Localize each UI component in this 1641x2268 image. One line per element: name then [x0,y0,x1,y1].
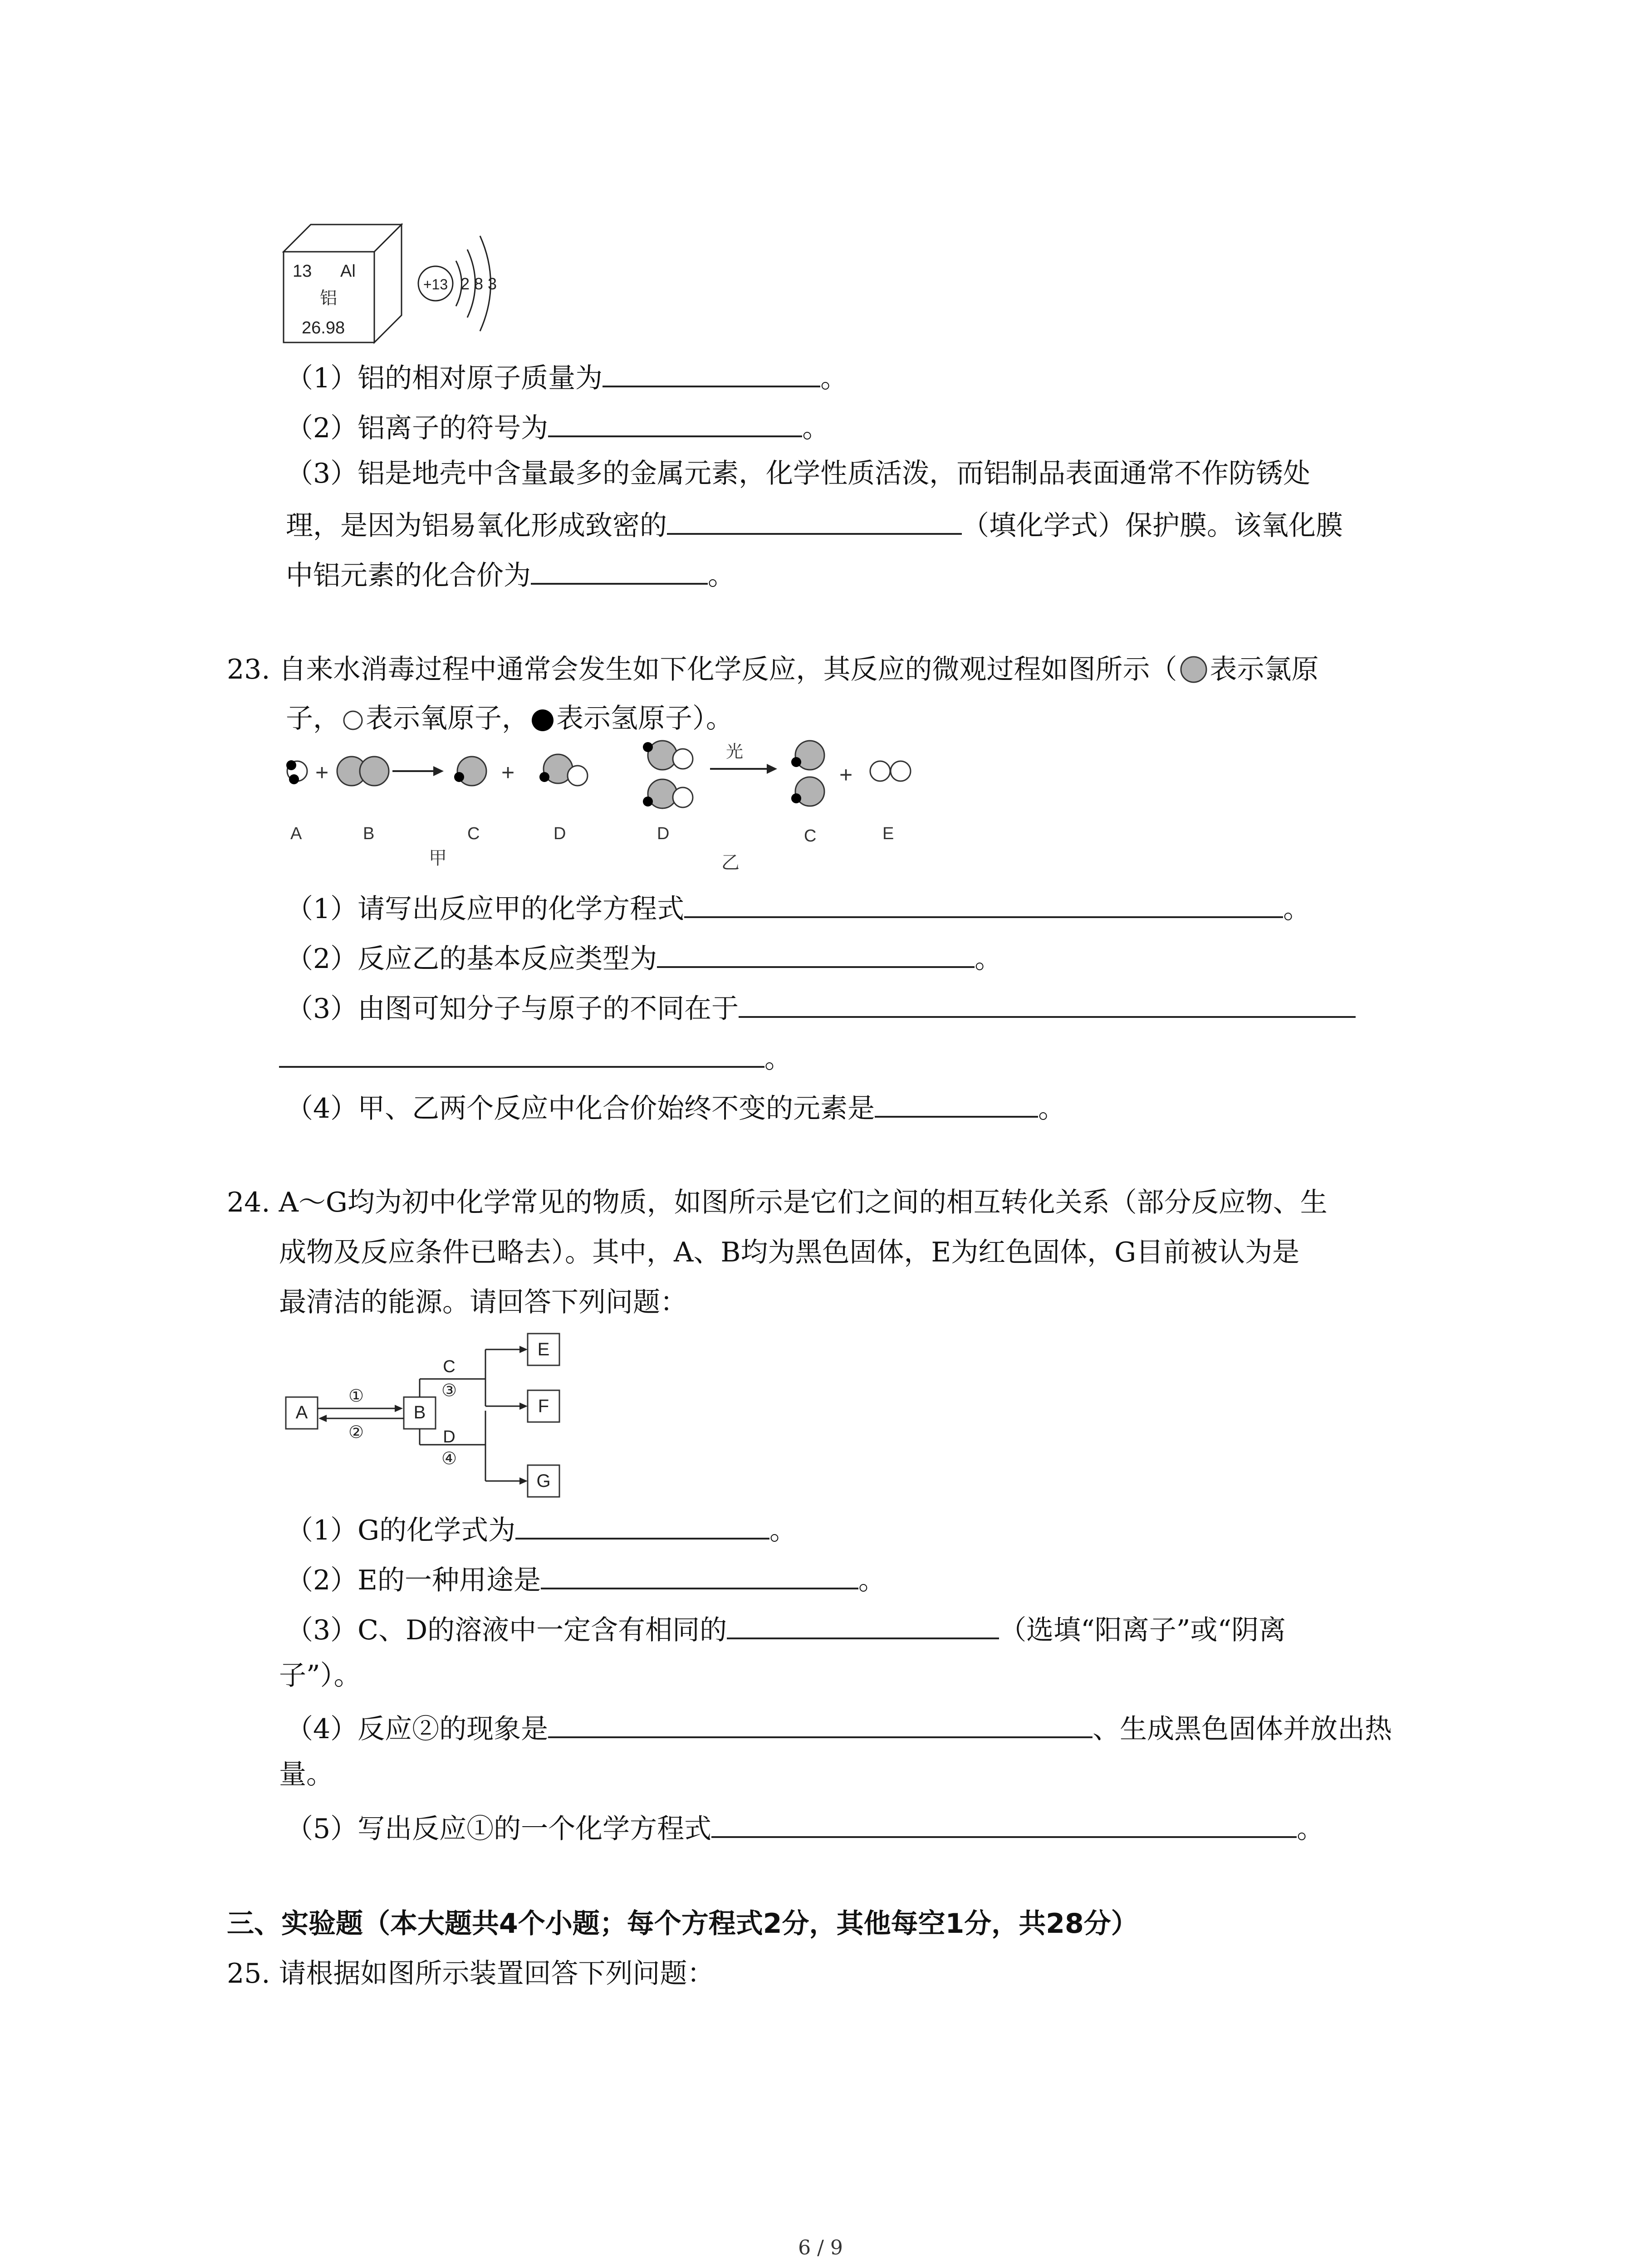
q25-intro: 25. 请根据如图所示装置回答下列问题： [227,1958,715,1989]
answer-blank[interactable] [739,989,1356,1018]
nucleus-charge: +13 [423,276,448,293]
q22-part3-line3: 中铝元素的化合价为 。 [286,556,735,592]
label-jia: 甲 [429,848,447,869]
element-name: 铝 [320,288,338,308]
box-F: F [538,1396,549,1416]
box-A: A [295,1403,308,1422]
box-E: E [537,1339,550,1359]
q23-intro-line1: 23. 自来水消毒过程中通常会发生如下化学反应，其反应的微观过程如图所示（ 表示氯原 [227,654,1319,685]
atomic-mass: 26.98 [302,318,345,337]
reaction-1: ① [348,1386,364,1406]
electron-shells: 2 8 3 [460,274,497,293]
oxygen-atom-icon [340,707,366,732]
reaction-2: ② [348,1422,364,1442]
q23-part1: （1）请写出反应甲的化学方程式 。 [286,889,1310,925]
element-symbol: Al [340,262,356,281]
hydrogen-atom-icon [529,707,556,732]
q23-part3: （3）由图可知分子与原子的不同在于 [286,989,1356,1025]
q23-intro-line2: 子， 表示氧原子， 表示氢原子）。 [286,703,733,734]
label-yi: 乙 [721,852,740,873]
q22-part3-line2: 理，是因为铝易氧化形成致密的 （填化学式）保护膜。该氧化膜 [286,506,1343,542]
answer-blank[interactable] [541,1560,858,1589]
q24-part2: （2）E的一种用途是 。 [286,1560,886,1597]
answer-blank[interactable] [657,939,975,968]
label-D2: D [657,824,670,843]
label-E: E [882,824,894,843]
section3-title: 三、实验题（本大题共4个小题；每个方程式2分，其他每空1分，共28分） [227,1908,1138,1940]
svg-text:+: + [501,760,515,785]
light-condition: 光 [726,742,744,762]
q22-part2: （2）铝离子的符号为 。 [286,408,829,445]
q23-part4: （4）甲、乙两个反应中化合价始终不变的元素是 。 [286,1089,1065,1125]
reaction-3: ③ [441,1380,457,1400]
q24-part1: （1）G的化学式为 。 [286,1510,797,1547]
q24-part5: （5）写出反应①的一个化学方程式 。 [286,1809,1324,1845]
q23-part3-cont: 。 [279,1039,792,1075]
box-G: G [536,1471,551,1491]
q24-part4-cont: 量。 [279,1759,333,1790]
q24-part3: （3）C、D的溶液中一定含有相同的 （选填“阳离子”或“阴离 [286,1610,1286,1647]
q23-part2: （2）反应乙的基本反应类型为 。 [286,939,1002,975]
q24-part4: （4）反应②的现象是 、生成黑色固体并放出热 [286,1709,1392,1745]
reaction-4: ④ [441,1448,457,1468]
q24-intro-line2: 成物及反应条件已略去）。其中，A、B均为黑色固体，E为红色固体，G目前被认为是 [279,1237,1300,1268]
q24-intro-line3: 最清洁的能源。请回答下列问题： [279,1286,687,1318]
answer-blank[interactable] [279,1039,764,1068]
answer-blank[interactable] [603,358,820,387]
label-C2: C [804,826,817,846]
reagent-C: C [443,1357,456,1376]
svg-text:+: + [315,760,329,785]
label-A: A [290,824,302,843]
answer-blank[interactable] [711,1809,1297,1838]
chlorine-atom-icon [1177,656,1210,683]
atomic-number: 13 [293,262,312,281]
q22-part1: （1）铝的相对原子质量为 。 [286,358,847,395]
label-D: D [554,824,566,843]
q24-intro-line1: 24. A～G均为初中化学常见的物质，如图所示是它们之间的相互转化关系（部分反应物、生 [227,1187,1327,1218]
answer-blank[interactable] [531,556,708,585]
answer-blank[interactable] [727,1610,999,1639]
q24-part3-cont: 子”）。 [279,1660,361,1691]
page-number: 6 / 9 [798,2236,843,2259]
answer-blank[interactable] [548,1709,1092,1738]
reagent-D: D [443,1427,456,1447]
label-C: C [467,824,480,843]
answer-blank[interactable] [515,1510,769,1540]
label-B: B [363,824,375,843]
aluminum-element-card [277,218,531,345]
answer-blank[interactable] [667,506,962,535]
svg-text:+: + [839,762,853,787]
answer-blank[interactable] [684,889,1283,918]
reaction-micro-diagram [272,733,935,882]
answer-blank[interactable] [875,1089,1038,1118]
q22-part3-line1: （3）铝是地壳中含量最多的金属元素，化学性质活泼，而铝制品表面通常不作防锈处 [286,458,1311,489]
answer-blank[interactable] [548,408,802,437]
conversion-diagram [272,1329,599,1510]
box-B: B [413,1403,426,1422]
